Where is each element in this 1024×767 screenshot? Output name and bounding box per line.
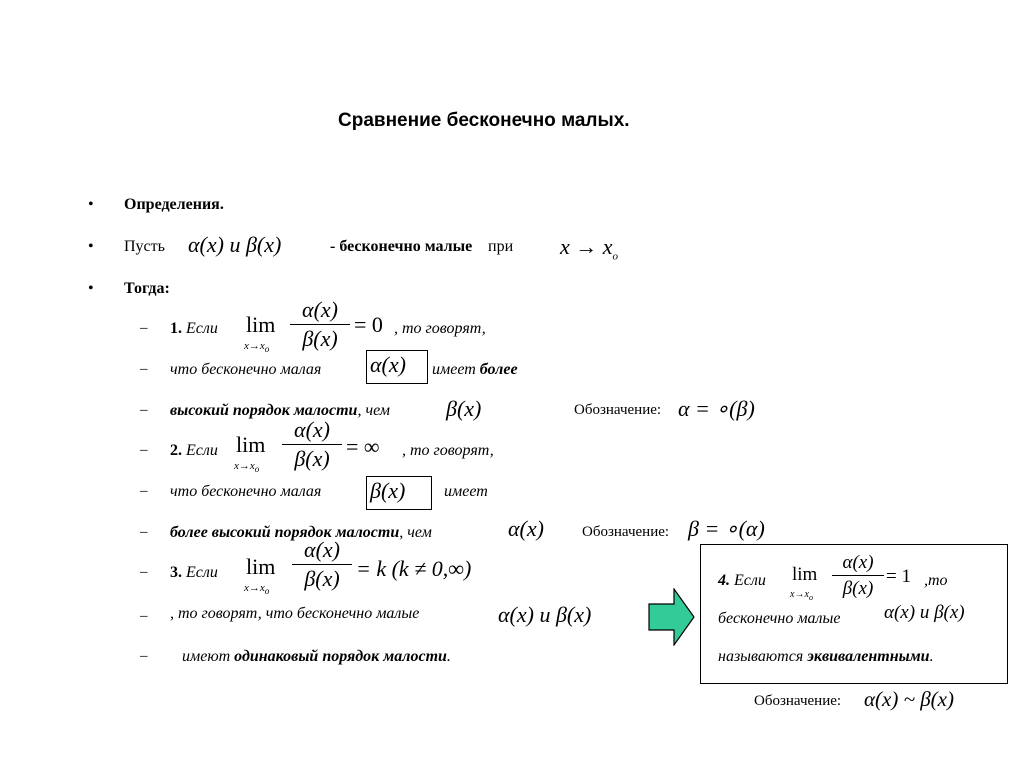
case4-then: ,то	[924, 572, 948, 589]
case2-notation-label: Обозначение:	[582, 524, 670, 540]
dash-marker: –	[140, 564, 148, 580]
case2-eq-inf: = ∞	[346, 434, 380, 459]
dash-marker: –	[140, 524, 148, 540]
case2-lim-sub: $x\to x_o$	[234, 460, 260, 475]
case4-line3: называются эквивалентными.	[718, 648, 934, 665]
case3-fraction: α(x) β(x)	[292, 538, 352, 591]
case3-line3: имеют одинаковый порядок малости.	[182, 648, 451, 665]
dash-marker: –	[140, 608, 148, 624]
bullet-marker: •	[88, 280, 94, 297]
case2-notation: β = ∘(α)	[688, 516, 765, 541]
case4-fraction: α(x) β(x)	[832, 552, 884, 599]
case4-lim: lim	[792, 564, 818, 585]
case1-then-say: , то говорят,	[394, 320, 486, 337]
case1-if: 1. Если	[170, 320, 218, 337]
case2-line2-a: что бесконечно малая	[170, 483, 322, 500]
alpha-x-formula: α(x) и β(x)	[188, 232, 282, 257]
case4-lim-sub: $x\to x_o$	[790, 589, 814, 602]
bullet-marker: •	[88, 238, 94, 255]
dash-marker: –	[140, 320, 148, 336]
case4-notation: α(x) ~ β(x)	[864, 687, 954, 711]
then-label: Тогда:	[124, 280, 170, 297]
case1-notation-label: Обозначение:	[574, 402, 662, 418]
case3-formula: α(x) и β(x)	[498, 602, 592, 627]
right-arrow-icon	[648, 588, 696, 646]
case3-line2: , то говорят, что бесконечно малые	[170, 605, 420, 622]
let-mid: - бесконечно малые	[330, 238, 473, 255]
case1-lim: lim	[246, 312, 276, 337]
case4-eq-one: = 1	[886, 566, 911, 587]
dash-marker: –	[140, 361, 148, 377]
case1-beta: β(x)	[446, 396, 482, 421]
case1-fraction: α(x) β(x)	[290, 298, 350, 351]
case4-formula: α(x) и β(x)	[884, 602, 965, 623]
case1-eq-zero: = 0	[354, 312, 383, 337]
let-suffix: при	[488, 238, 514, 255]
case2-alpha: α(x)	[508, 516, 544, 541]
case1-alpha: α(x)	[370, 352, 406, 377]
case3-if: 3. Если	[170, 564, 218, 581]
case3-lim-sub: $x\to x_o$	[244, 582, 270, 597]
case4-if: 4. Если	[718, 572, 766, 589]
x-to-xo: $x \to x_o$	[560, 234, 619, 263]
case2-if: 2. Если	[170, 442, 218, 459]
slide-title: Сравнение бесконечно малых.	[338, 110, 630, 131]
case2-beta: β(x)	[370, 478, 406, 503]
case4-notation-label: Обозначение:	[754, 693, 842, 709]
case2-lim: lim	[236, 432, 266, 457]
case1-line2-a: что бесконечно малая	[170, 361, 322, 378]
dash-marker: –	[140, 442, 148, 458]
case1-line2-b: имеет более	[432, 361, 518, 378]
case2-line3: более высокий порядок малости, чем	[170, 524, 432, 541]
case2-fraction: α(x) β(x)	[282, 418, 342, 471]
case1-line3: высокий порядок малости, чем	[170, 402, 390, 419]
case1-notation: α = ∘(β)	[678, 396, 755, 421]
dash-marker: –	[140, 483, 148, 499]
case2-then-say: , то говорят,	[402, 442, 494, 459]
dash-marker: –	[140, 648, 148, 664]
case4-line2: бесконечно малые	[718, 610, 841, 627]
let-prefix: Пусть	[124, 238, 165, 255]
case2-line2-b: имеет	[444, 483, 488, 500]
case3-lim: lim	[246, 554, 276, 579]
case3-eq-k: = k (k ≠ 0,∞)	[356, 556, 472, 581]
right-arrow-shape	[649, 589, 694, 645]
case1-lim-sub: $x\to x_o$	[244, 340, 270, 355]
dash-marker: –	[140, 402, 148, 418]
bullet-marker: •	[88, 196, 94, 213]
definitions-label: Определения.	[124, 196, 224, 213]
